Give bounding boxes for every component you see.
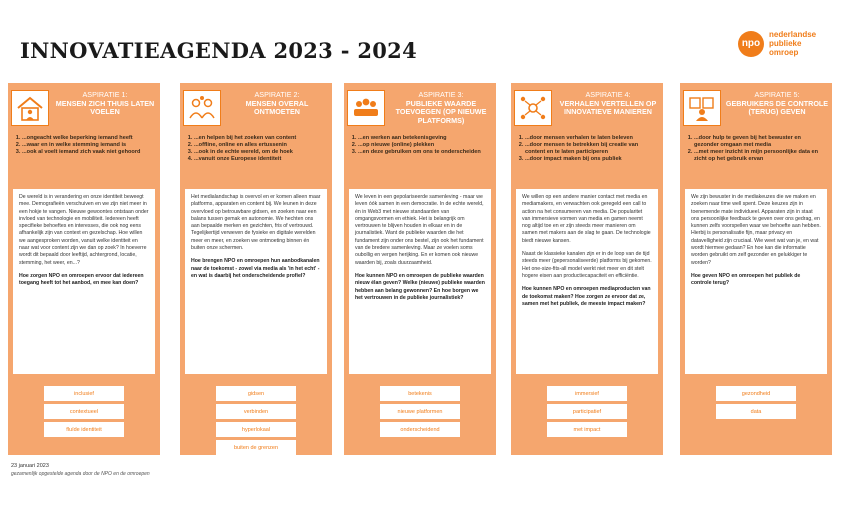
npo-logo-mark: npo [738, 31, 764, 57]
keyword-tags [180, 386, 332, 458]
column-header [8, 83, 160, 130]
aspiration-question: Hoe brengen NPO en omroepen hun aanbodkanalen naar de toekomst - zowel via media als 'in het echt' - en wat is daarbij het onderscheidende profiel? [191, 258, 320, 279]
aspiration-column-5 [680, 83, 832, 455]
description-paragraph: We leven in een gepolariseerde samenleving - maar we leven óók samen in een democratie. In de echte wereld, én in Web3 met nieuwe standaarden van omgangsvormen en ethiek. Het is belangrijk om vertrouwen te blijven houden in elkaar en in de journalistiek. Want de publieke waarden die het fundament zijn onder ons bestel, zijn ook het fundament van de bredere samenleving. Maar ze voelen soms oubollig en vergen herijking. En er komen ook nieuwe waarden bij, zoals duurzaamheid. [355, 194, 484, 266]
aspiration-points [685, 135, 827, 168]
keyword-tag: met impact [547, 422, 627, 437]
column-header [180, 83, 332, 130]
aspiration-column-4 [511, 83, 663, 455]
aspiration-title [52, 91, 158, 117]
keyword-tag: hyperlokaal [216, 422, 296, 437]
keyword-tag: data [716, 404, 796, 419]
aspiration-number: ASPIRATIE 4: [585, 90, 631, 99]
page-title: INNOVATIEAGENDA 2023 - 2024 [20, 38, 417, 63]
people-group-icon [347, 90, 385, 126]
keyword-tag: participatief [547, 404, 627, 419]
logo-line: omroep [769, 48, 799, 57]
aspiration-description [185, 189, 327, 374]
aspiration-name: VERHALEN VERTELLEN OP INNOVATIEVE MANIEREN [559, 98, 657, 117]
footer-note: gezamenlijk opgestelde agenda door de NPO en de omroepen [11, 471, 150, 477]
point-item: 1. ...en helpen bij het zoeken van content [194, 135, 327, 142]
footer-date: 23 januari 2023 [11, 463, 49, 469]
aspiration-name: MENSEN ZICH THUIS LATEN VOELEN [55, 98, 155, 117]
keyword-tag: inclusief [44, 386, 124, 401]
aspiration-description [349, 189, 491, 374]
aspiration-title [724, 91, 830, 117]
point-item: 3. ...ook al voelt iemand zich vaak niet gehoord [22, 149, 155, 156]
description-paragraph: We zijn bewuster in de mediakeuzes die we maken en zoeken naar time well spent. Deze keuzes zijn in toenemende mate individueel. Apparaten zijn in staat ons persoonlijke feedback te geven over ons gedrag, en kunnen zelfs voorspellen waar we behoefte aan hebben. Hierbij is personalisatie fijn, maar privacy en datavelligheid zijn cruciaal. Wie weet wat van je, en wat wordt hiermee gedaan? En hoe kan die informatie worden gebruikt om zelf gezonder en gelukkiger te worden? [691, 194, 821, 266]
logo-line: publieke [769, 39, 802, 48]
aspiration-points [516, 135, 658, 168]
description-paragraph: Het medialandschap is overvol en er komen alleen maar platforms, apparaten en content bij. We leunen in deze overvloed op betrouwbare gidsen, en zoeken naar een balans tussen gemak en autonomie. We hechten ons aan bepaalde merken en gezichten, fris of vertrouwd. Tegelijkertijd verweven de fysieke en digitale werelden meer en meer, en zoeken we ontmoeting binnen én buiten onze schermen. [191, 194, 321, 252]
aspiration-points [13, 135, 155, 168]
network-icon [514, 90, 552, 126]
keyword-tags [511, 386, 663, 440]
description-paragraph: We willen op een andere manier contact met media en mediamakers, en verwachten ook geregeld een call to action na het consumeren van media. De popularitet van immersieve vormen van media en gamen neemt nog altijd toe en er zijn steeds meer manieren om samen met makers aan de slag te gaan. De technologie biedt nieuwe kansen. [522, 194, 651, 244]
keyword-tag: nieuwe platformen [380, 404, 460, 419]
keyword-tags [680, 386, 832, 422]
point-item: 2. ...met meer inzicht in mijn persoonlijke data en zicht op het gebruik ervan [694, 149, 827, 163]
point-item: 3. ...ook in de echte wereld, om de hoek [194, 149, 327, 156]
point-item: 2. ...offline, online en alles ertussenin [194, 142, 327, 149]
column-header [511, 83, 663, 130]
aspiration-description [516, 189, 658, 374]
aspiration-column-1 [8, 83, 160, 455]
point-item: 3. ...door impact maken bij ons publiek [525, 156, 658, 163]
npo-logo-text [769, 30, 816, 57]
keyword-tag: gezondheid [716, 386, 796, 401]
keyword-tag: betekenis [380, 386, 460, 401]
aspiration-question: Hoe kunnen NPO en omroepen de publieke waarden nieuw élan geven? Welke (nieuwe) publieke waarden hebben aan belang gewonnen? En hoe borgen we het vertrouwen in de publieke journalistiek? [355, 272, 485, 301]
aspiration-number: ASPIRATIE 1: [82, 90, 128, 99]
aspiration-number: ASPIRATIE 5: [754, 90, 800, 99]
aspiration-number: ASPIRATIE 3: [418, 90, 464, 99]
aspiration-points [349, 135, 491, 168]
point-item: 1. ...door hulp te geven bij het bewuster en gezonder omgaan met media [694, 135, 827, 149]
keyword-tag: immersief [547, 386, 627, 401]
keyword-tag: buiten de grenzen [216, 440, 296, 455]
keyword-tags [344, 386, 496, 440]
aspiration-title [224, 91, 330, 117]
keyword-tag: contextueel [44, 404, 124, 419]
aspiration-name: MENSEN OVERAL ONTMOETEN [245, 98, 309, 117]
description-paragraph: Naast de klassieke kanalen zijn er in de loop van de tijd steeds meer (gepersonaliseerde) platforms bij gekomen. Het one-size-fits-all model werkt niet meer en dit stelt hogere eisen aan productiecapaciteit en efficiëntie. [522, 251, 652, 279]
keyword-tag: onderscheidend [380, 422, 460, 437]
aspiration-name: PUBLIEKE WAARDE TOEVOEGEN (OP NIEUWE PLATFORMS) [395, 98, 487, 125]
point-item: 2. ...door mensen te betrekken bij creatie van content en te laten participeren [525, 142, 658, 156]
aspiration-number: ASPIRATIE 2: [254, 90, 300, 99]
aspiration-points [185, 135, 327, 168]
description-paragraph: De wereld is in verandering en onze identiteit beweegt mee. Demografieën verschuiven en we zijn niet meer in een hokje te vangen. Nieuwe gewoontes ontstaan onder invloed van technologie en mobiliteit. Iedereen heeft specifieke behoeftes en interesses, die ook nog eens afhankelijk zijn van context en gezelschap. Hoe willen we aangesproken worden, vanuit welke identiteit en naar wat voor content zijn we dan op zoek? In hoeverre wordt dit bepaald door leeftijd, achtergrond, locatie, stemming, het weer, en...? [19, 194, 149, 266]
keyword-tag: gidsen [216, 386, 296, 401]
point-item: 1. ...ongeacht welke beperking iemand heeft [22, 135, 155, 142]
point-item: 2. ...op nieuwe (online) plekken [358, 142, 491, 149]
npo-logo [738, 30, 816, 57]
column-header [680, 83, 832, 130]
aspiration-question: Hoe geven NPO en omroepen het publiek de controle terug? [691, 272, 801, 287]
keyword-tag: fluïde identiteit [44, 422, 124, 437]
point-item: 2. ...waar en in welke stemming iemand is [22, 142, 155, 149]
aspiration-question: Hoe kunnen NPO en omroepen mediaproducten van de toekomst maken? Hoe zorgen ze ervoor dat ze, samen met het publiek, de meeste impact maken? [522, 286, 651, 307]
aspiration-title [388, 91, 494, 125]
point-item: 1. ...door mensen verhalen te laten beleven [525, 135, 658, 142]
settings-person-icon [683, 90, 721, 126]
column-header [344, 83, 496, 130]
point-item: 4. ...vanuit onze Europese identiteit [194, 156, 327, 163]
aspiration-description [13, 189, 155, 374]
keyword-tags [8, 386, 160, 440]
aspiration-column-3 [344, 83, 496, 455]
house-person-icon [11, 90, 49, 126]
logo-line: nederlandse [769, 30, 817, 39]
aspiration-name: GEBRUIKERS DE CONTROLE (TERUG) GEVEN [725, 98, 829, 117]
people-meeting-icon [183, 90, 221, 126]
aspiration-description [685, 189, 827, 374]
keyword-tag: verbinden [216, 404, 296, 419]
aspiration-title [555, 91, 661, 117]
point-item: 3. ...en deze gebruiken om ons te onderscheiden [358, 149, 491, 156]
aspiration-question: Hoe zorgen NPO en omroepen ervoor dat iedereen toegang heeft tot het aanbod, en mee kan doen? [19, 272, 144, 287]
aspiration-column-2 [180, 83, 332, 455]
point-item: 1. ...en werken aan betekenisgeving [358, 135, 491, 142]
